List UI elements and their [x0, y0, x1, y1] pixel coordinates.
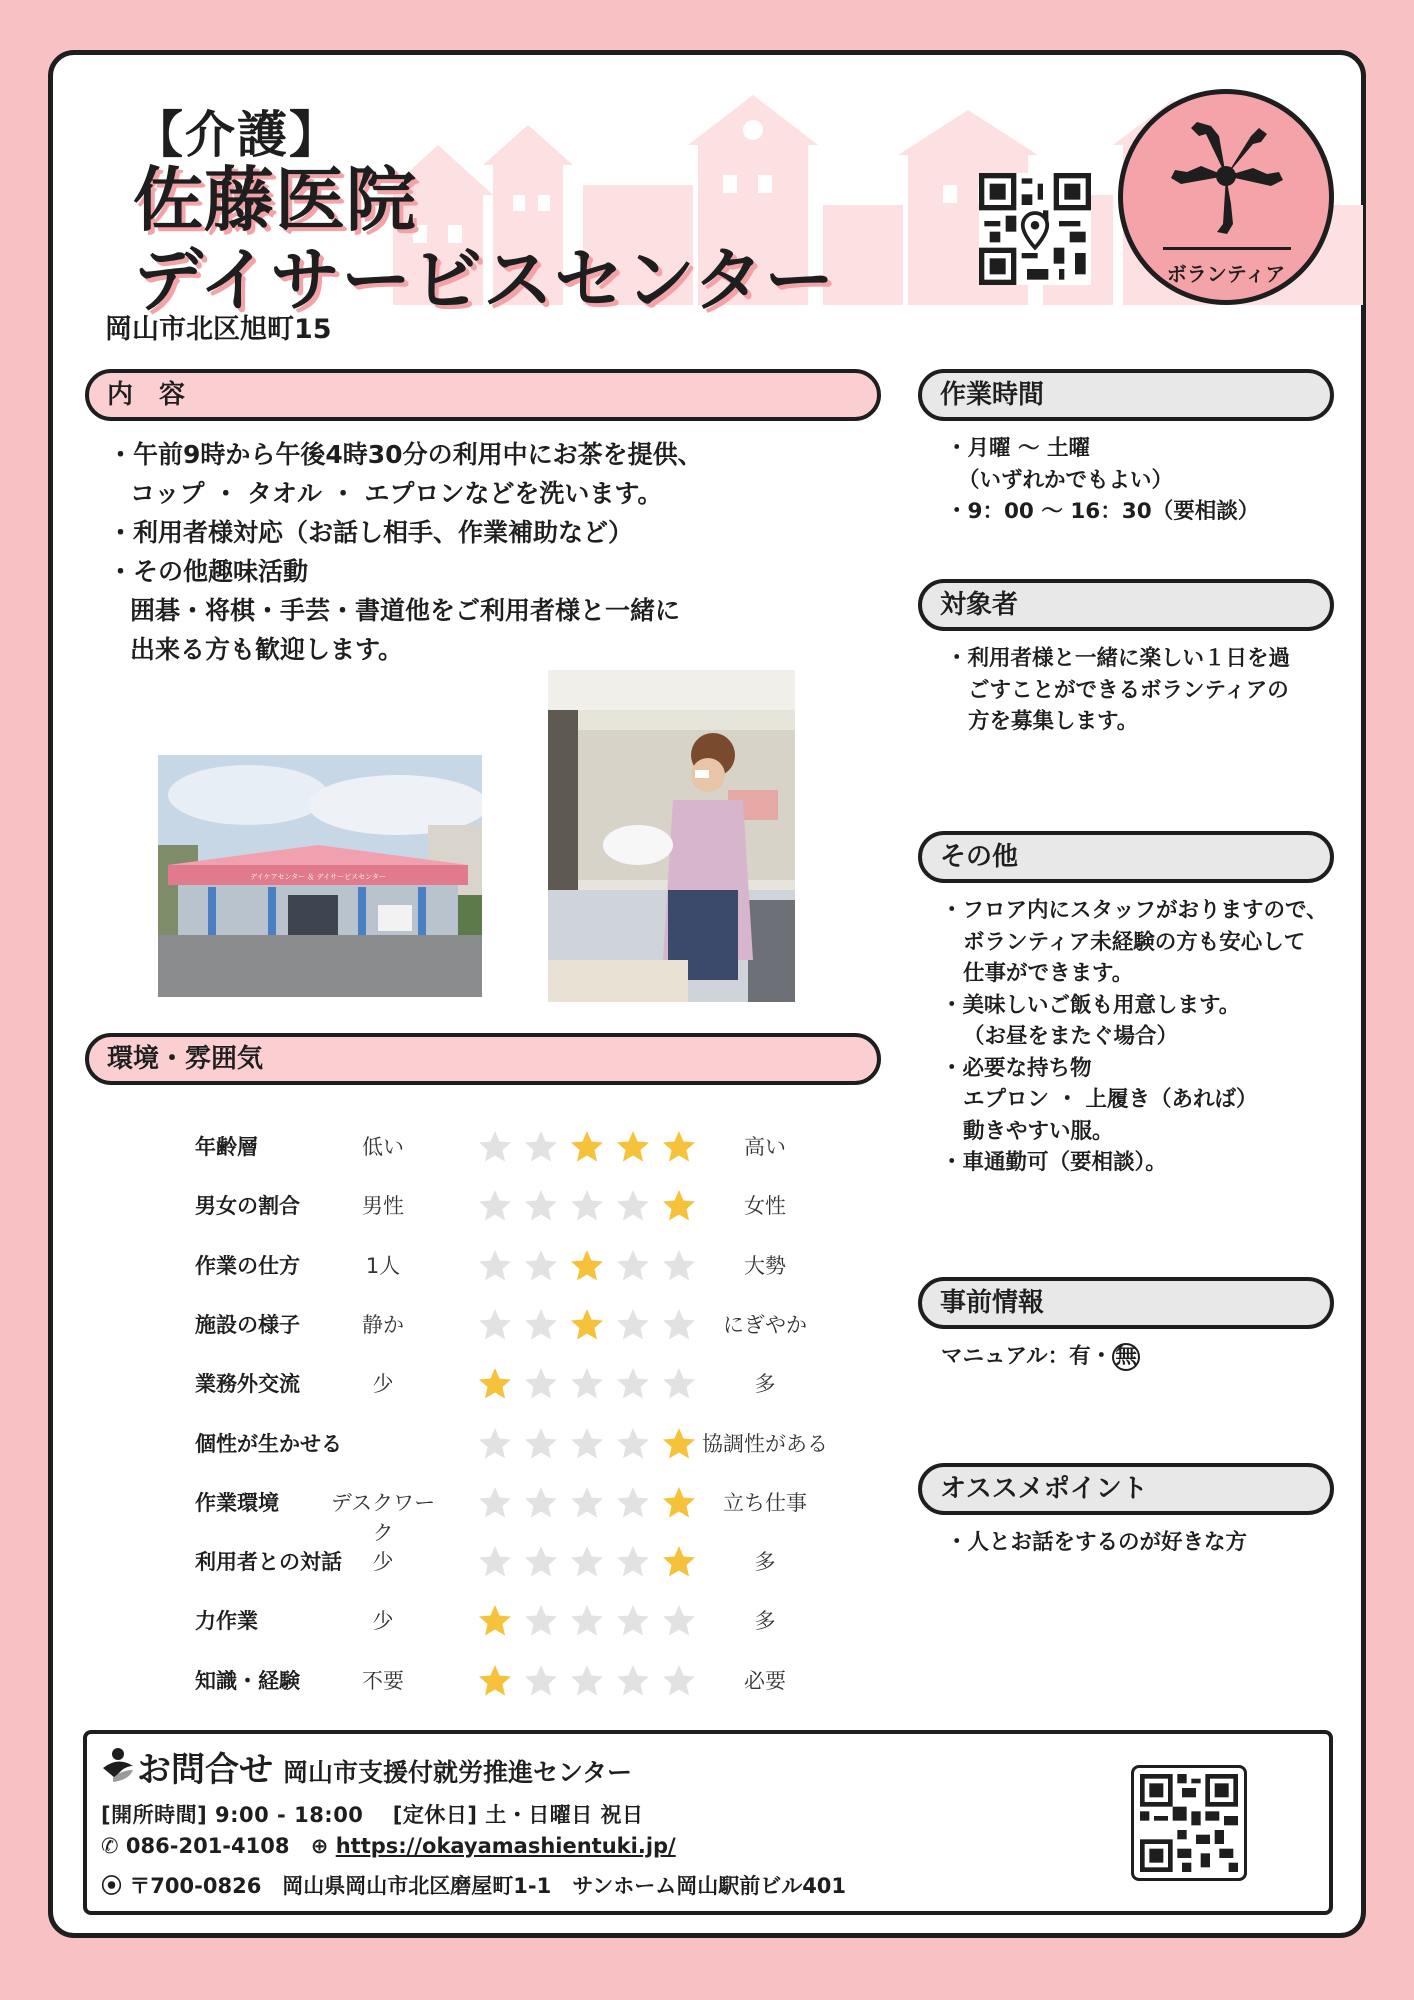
star-empty-icon [615, 1366, 651, 1402]
rating-label: 作業の仕方 [195, 1253, 300, 1278]
star-empty-icon [661, 1663, 697, 1699]
target-line: ごすことができるボランティアの [968, 677, 1289, 703]
star-empty-icon [569, 1485, 605, 1521]
content-body [108, 435, 828, 669]
other-line: ボランティア未経験の方も安心して [963, 929, 1306, 955]
content-line: ・その他趣味活動 [108, 557, 309, 586]
category-label: 【介護】 [133, 106, 341, 164]
content-line: ・利用者様対応（お話し相手、作業補助など） [108, 518, 634, 547]
rating-row [135, 1540, 855, 1580]
other-line: エプロン ・ 上履き（あれば） [963, 1087, 1258, 1112]
content-heading: 内 容 [85, 369, 881, 421]
star-empty-icon [615, 1603, 651, 1639]
phone-icon: ✆ [101, 1834, 119, 1858]
contact-org: 岡山市支援付就労推進センター [283, 1758, 633, 1787]
star-empty-icon [523, 1603, 559, 1639]
rating-low-label: 1人 [365, 1253, 401, 1278]
star-empty-icon [477, 1129, 513, 1165]
other-line: ・必要な持ち物 [941, 1055, 1092, 1081]
contact-address-row [101, 1870, 846, 1900]
other-line: （お昼をまたぐ場合） [963, 1024, 1179, 1049]
rating-row [135, 1422, 855, 1462]
other-line: 仕事ができます。 [963, 961, 1134, 986]
rating-low-label: 少 [372, 1372, 394, 1397]
star-empty-icon [661, 1248, 697, 1284]
environment-heading: 環境・雰囲気 [85, 1033, 881, 1085]
recommend-text: ・人とお話をするのが好きな方 [946, 1530, 1248, 1555]
rating-high-label: 立ち仕事 [723, 1490, 807, 1515]
rating-high-label: 必要 [744, 1668, 786, 1693]
title-line-1: 佐藤医院 [133, 159, 417, 241]
rating-row [135, 1125, 855, 1165]
star-empty-icon [615, 1544, 651, 1580]
prior-info-body [941, 1341, 1140, 1373]
rating-label: 業務外交流 [195, 1372, 300, 1397]
star-filled-icon [569, 1129, 605, 1165]
rating-row [135, 1303, 855, 1343]
title-line-2: デイサービスセンター [133, 239, 836, 321]
star-empty-icon [661, 1603, 697, 1639]
star-empty-icon [661, 1307, 697, 1343]
star-empty-icon [523, 1307, 559, 1343]
hours-heading: 作業時間 [918, 369, 1334, 421]
star-filled-icon [477, 1603, 513, 1639]
target-line: 方を募集します。 [968, 709, 1139, 734]
star-filled-icon [661, 1188, 697, 1224]
rating-low-label: 低い [362, 1135, 404, 1159]
globe-icon: ⊕ [310, 1834, 329, 1858]
star-empty-icon [523, 1129, 559, 1165]
page-title [133, 160, 835, 320]
other-body [941, 895, 1328, 1179]
rating-row [135, 1659, 855, 1699]
website-qr-code[interactable] [1131, 1765, 1247, 1881]
rating-label: 知識・経験 [195, 1668, 300, 1693]
star-filled-icon [569, 1248, 605, 1284]
contact-title: お問合せ [137, 1750, 273, 1790]
hours-time: ・9：00 ～ 16：30（要相談） [946, 499, 1260, 524]
star-empty-icon [523, 1663, 559, 1699]
rating-high-label: 高い [744, 1135, 786, 1159]
star-empty-icon [661, 1366, 697, 1402]
rating-low-label: 男性 [362, 1194, 404, 1219]
star-empty-icon [569, 1426, 605, 1462]
rating-high-label: 多 [754, 1609, 776, 1634]
building-sign-text: デイケアセンター ＆ デイサービスセンター [250, 873, 386, 881]
rating-low-label: 静か [362, 1312, 404, 1337]
other-heading: その他 [918, 831, 1334, 883]
other-line: ・フロア内にスタッフがおりますので、 [941, 898, 1328, 923]
star-filled-icon [569, 1307, 605, 1343]
star-empty-icon [523, 1485, 559, 1521]
hours-note: （いずれかでもよい） [958, 467, 1174, 493]
star-empty-icon [569, 1663, 605, 1699]
rating-label: 個性が生かせる [195, 1431, 342, 1456]
contact-phone-url-row [101, 1834, 676, 1858]
hours-days: ・月曜 ～ 土曜 [946, 436, 1090, 461]
volunteer-washing-photo [548, 670, 795, 1002]
star-empty-icon [523, 1188, 559, 1224]
target-heading: 対象者 [918, 579, 1334, 631]
rating-high-label: 協調性がある [702, 1431, 828, 1456]
target-body [946, 643, 1290, 738]
building-photo [158, 755, 482, 997]
star-filled-icon [477, 1663, 513, 1699]
star-empty-icon [477, 1307, 513, 1343]
rating-row [135, 1244, 855, 1284]
joined-hands-icon [1161, 114, 1291, 239]
prior-info-heading: 事前情報 [918, 1277, 1334, 1329]
target-line: ・利用者様と一緒に楽しい１日を過 [946, 646, 1291, 671]
star-filled-icon [661, 1129, 697, 1165]
content-line: 出来る方も歓迎します。 [130, 635, 404, 664]
rating-high-label: 多 [754, 1372, 776, 1397]
rating-label: 年齢層 [195, 1135, 258, 1159]
star-empty-icon [477, 1426, 513, 1462]
recommend-heading: オススメポイント [918, 1463, 1334, 1515]
rating-row [135, 1481, 855, 1545]
star-empty-icon [477, 1485, 513, 1521]
contact-phone[interactable]: 086-201-4108 [125, 1834, 290, 1858]
contact-address: 〒700-0826 岡山県岡山市北区磨屋町1-1 サンホーム岡山駅前ビル401 [129, 1874, 847, 1898]
star-empty-icon [477, 1248, 513, 1284]
rating-high-label: にぎやか [723, 1312, 807, 1337]
rating-label: 施設の様子 [195, 1312, 300, 1337]
star-empty-icon [477, 1188, 513, 1224]
star-empty-icon [615, 1663, 651, 1699]
org-logo-icon [99, 1746, 137, 1784]
location-pin-icon: ⦿ [101, 1874, 122, 1898]
other-line: ・車通勤可（要相談）。 [941, 1150, 1167, 1175]
star-filled-icon [477, 1366, 513, 1402]
star-empty-icon [615, 1485, 651, 1521]
star-empty-icon [523, 1248, 559, 1284]
content-line: 囲碁・将棋・手芸・書道他をご利用者様と一緒に [130, 596, 681, 625]
star-filled-icon [661, 1544, 697, 1580]
rating-label: 作業環境 [195, 1490, 279, 1515]
contact-title-row [137, 1742, 632, 1791]
other-line: 動きやすい服。 [963, 1118, 1114, 1144]
star-filled-icon [661, 1485, 697, 1521]
hours-body [946, 433, 1259, 528]
rating-row [135, 1599, 855, 1639]
star-empty-icon [615, 1307, 651, 1343]
contact-hours: [開所時間] 9:00 - 18:00 [定休日] 土・日曜日 祝日 [101, 1803, 644, 1827]
star-empty-icon [615, 1426, 651, 1462]
manual-label: マニュアル：有・ [941, 1344, 1113, 1369]
star-empty-icon [615, 1248, 651, 1284]
rating-low-label: 少 [372, 1550, 394, 1575]
star-empty-icon [569, 1603, 605, 1639]
flyer-card [48, 50, 1366, 1938]
rating-low-label: 不要 [362, 1668, 404, 1693]
content-line: ・午前9時から午後4時30分の利用中にお茶を提供、 [108, 440, 703, 469]
badge-label: ボランティア [1166, 262, 1286, 286]
star-filled-icon [661, 1426, 697, 1462]
rating-low-label: 少 [372, 1609, 394, 1634]
contact-url-link[interactable]: https://okayamashientuki.jp/ [335, 1834, 676, 1858]
qr-pattern [1140, 1774, 1238, 1872]
rating-high-label: 大勢 [744, 1253, 786, 1278]
facility-address: 岡山市北区旭町15 [105, 314, 332, 345]
star-empty-icon [569, 1188, 605, 1224]
rating-row [135, 1362, 855, 1402]
manual-none-circled: 無 [1112, 1343, 1140, 1371]
rating-high-label: 女性 [744, 1194, 786, 1219]
content-line: コップ ・ タオル ・ エプロンなどを洗います。 [130, 479, 663, 508]
other-line: ・美味しいご飯も用意します。 [941, 992, 1241, 1018]
star-empty-icon [523, 1366, 559, 1402]
star-empty-icon [569, 1366, 605, 1402]
rating-label: 利用者との対話 [195, 1550, 342, 1575]
star-empty-icon [615, 1188, 651, 1224]
rating-row [135, 1184, 855, 1224]
rating-label: 力作業 [195, 1609, 258, 1634]
map-qr-code[interactable] [979, 173, 1091, 285]
star-filled-icon [615, 1129, 651, 1165]
volunteer-badge [1118, 89, 1334, 305]
star-empty-icon [523, 1544, 559, 1580]
star-empty-icon [569, 1544, 605, 1580]
rating-label: 男女の割合 [195, 1194, 300, 1219]
star-empty-icon [523, 1426, 559, 1462]
rating-low-label: デスクワーク [330, 1490, 436, 1545]
rating-high-label: 多 [754, 1550, 776, 1575]
star-empty-icon [477, 1544, 513, 1580]
badge-divider [1163, 247, 1291, 250]
